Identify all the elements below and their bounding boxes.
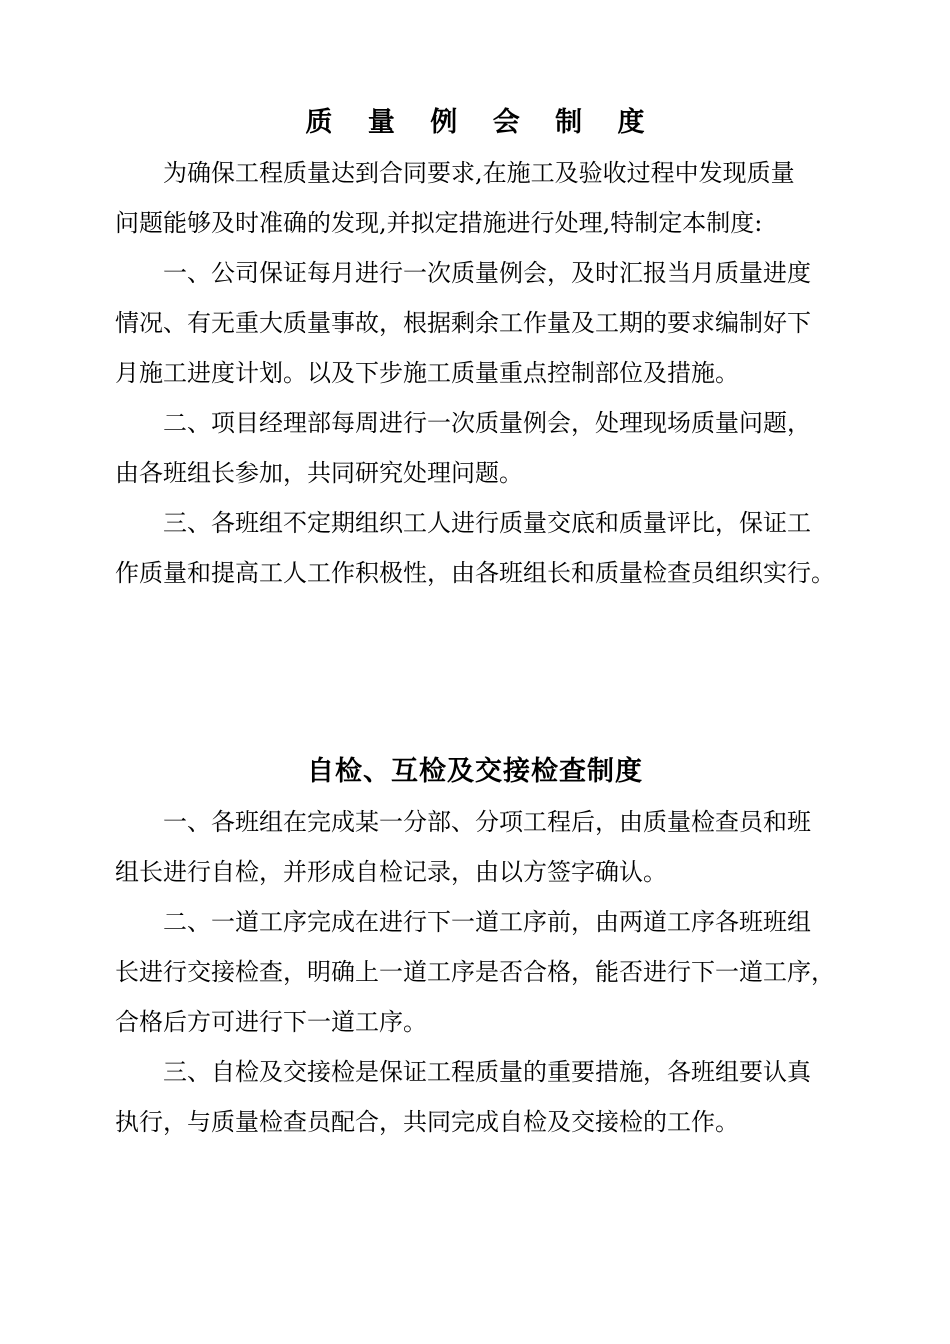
paragraph-line: 合格后方可进行下一道工序。: [115, 1008, 427, 1036]
paragraph-line: 三、各班组不定期组织工人进行质量交底和质量评比，保证工: [163, 509, 811, 537]
paragraph-line: 一、各班组在完成某一分部、分项工程后，由质量检查员和班: [163, 808, 811, 836]
paragraph-line: 情况、有无重大质量事故，根据剩余工作量及工期的要求编制好下: [115, 309, 811, 337]
paragraph-line: 月施工进度计划。以及下步施工质量重点控制部位及措施。: [115, 359, 739, 387]
paragraph-line: 为确保工程质量达到合同要求,在施工及验收过程中发现质量: [163, 159, 795, 187]
paragraph-line: 三、自检及交接检是保证工程质量的重要措施，各班组要认真: [163, 1058, 811, 1086]
paragraph-line: 二、项目经理部每周进行一次质量例会，处理现场质量问题，: [163, 409, 811, 437]
paragraph-line: 长进行交接检查，明确上一道工序是否合格，能否进行下一道工序，: [115, 958, 835, 986]
paragraph-line: 作质量和提高工人工作积极性，由各班组长和质量检查员组织实行。: [115, 559, 835, 587]
paragraph-line: 执行，与质量检查员配合，共同完成自检及交接检的工作。: [115, 1108, 739, 1136]
section-title-inspection: 自检、互检及交接检查制度: [307, 756, 643, 787]
paragraph-line: 由各班组长参加，共同研究处理问题。: [115, 459, 523, 487]
paragraph-line: 二、一道工序完成在进行下一道工序前，由两道工序各班班组: [163, 908, 811, 936]
paragraph-line: 问题能够及时准确的发现,并拟定措施进行处理,特制定本制度:: [115, 209, 763, 237]
section-title-quality-meeting: 质 量 例 会 制 度: [305, 107, 658, 138]
paragraph-line: 组长进行自检，并形成自检记录，由以方签字确认。: [115, 858, 667, 886]
paragraph-line: 一、公司保证每月进行一次质量例会，及时汇报当月质量进度: [163, 259, 811, 287]
